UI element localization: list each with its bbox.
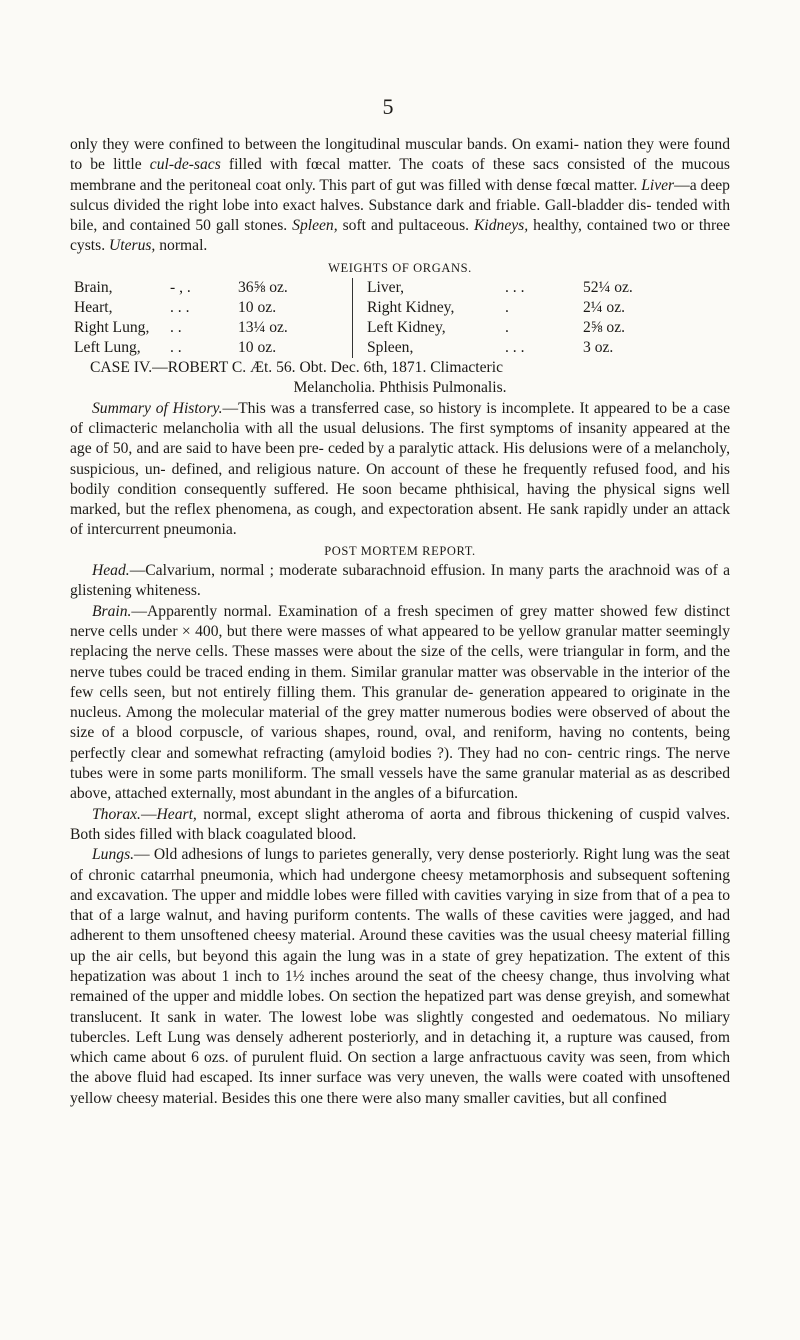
leader-dots: . bbox=[505, 319, 509, 337]
organ-weight: 2⅝ oz. bbox=[583, 319, 626, 337]
table-row bbox=[70, 278, 730, 298]
page-number: 5 bbox=[382, 94, 394, 119]
leader-dots: . . bbox=[170, 319, 182, 337]
organ-weight: 36⅝ oz. bbox=[234, 278, 353, 298]
section-lead: Summary of History. bbox=[92, 399, 223, 417]
text-run: healthy, contained two or three cysts. bbox=[70, 217, 730, 255]
table-row bbox=[70, 298, 730, 318]
text-run: normal, except slight atheroma of aorta and fibrous thickening of cuspid valves. Both sides filled with black coagulated blood. bbox=[70, 805, 730, 843]
text-run: normal. bbox=[155, 237, 208, 255]
text-run: —Apparently normal. Examination of a fresh specimen of grey matter showed few distinct nerve cells under × 400, but there were masses of what appeared to be yellow granular matter seemingly replacing the nerve cells. These masses were about the size of the cells, were triangular in form, and the nerve tubes could be traced ending in them. Similar granular matter was observable in the interior of the few cells seen, but not entirely filling them. This granular de- generation appeared to originate in the nucleus. Among the molecular material of the grey matter numerous bodies were observed of about the size of a blood corpuscle, of various shapes, round, oval, and reniform, having no contents, being perfectly clear and somewhat refracting (amyloid bodies ?). They had no con- centric rings. The nerve tubes were in some parts moniliform. The small vessels have the same granular material as as described above, attached externally, most abundant in the angles of a bifurcation. bbox=[70, 602, 730, 803]
italic-term: Heart, bbox=[156, 805, 197, 823]
paragraph-intestine-organs bbox=[70, 135, 730, 257]
paragraph-head bbox=[70, 561, 730, 602]
weights-heading: WEIGHTS OF ORGANS. bbox=[328, 260, 472, 275]
organ-weight: 10 oz. bbox=[234, 298, 353, 318]
organ-name: Left Lung, bbox=[74, 339, 141, 357]
paragraph-summary bbox=[70, 399, 730, 541]
section-lead: Thorax. bbox=[92, 805, 141, 823]
organ-name: Spleen, bbox=[367, 339, 414, 357]
italic-term: Spleen, bbox=[292, 217, 338, 235]
organ-weight: 3 oz. bbox=[583, 339, 614, 357]
leader-dots: . bbox=[505, 299, 509, 317]
italic-term: Uterus, bbox=[108, 237, 156, 255]
text-run: —This was a transferred case, so history is incomplete. It appeared to be a case of climacteric melancholia with all the usual delusions. The first symptoms of insanity appeared at the age of 50, and are said to have been pre- ceded by a paralytic attack. His delusions were of a melancholy, suspicious, un- defined, and religious nature. On account of these he frequently refused food, and his bodily condition consequently suffered. He soon became phthisical, having the physical signs well marked, but the reflex phenomena, as cough, and expectoration absent. He sank rapidly under an attack of intercurrent pneumonia. bbox=[70, 399, 730, 539]
organ-name: Heart, bbox=[74, 299, 113, 317]
text-run: only they were confined to between the longitudinal muscular bands. On exami- nation they were found to be little bbox=[70, 136, 730, 174]
leader-dots: - , . bbox=[170, 279, 191, 297]
leader-dots: . . . bbox=[170, 299, 190, 317]
text-run: filled with fœcal matter. The coats of these sacs consisted of the mucous membrane and the peritoneal coat only. This part of gut was filled with dense fœcal matter. bbox=[70, 156, 730, 194]
italic-term: Liver bbox=[641, 176, 675, 194]
italic-term: Kidneys, bbox=[474, 217, 529, 235]
section-lead: Brain. bbox=[92, 602, 132, 620]
organ-name: Brain, bbox=[74, 279, 113, 297]
text-run: —a deep sulcus divided the right lobe into exact halves. Substance dark and friable. Gall-bladder dis- tended with bile, and contained 50 gall stones. bbox=[70, 176, 730, 235]
organ-weight: 52¼ oz. bbox=[583, 279, 633, 297]
post-mortem-heading: POST MORTEM REPORT. bbox=[324, 543, 476, 558]
table-row bbox=[70, 338, 730, 358]
leader-dots: . . . bbox=[505, 339, 525, 357]
case-subheading: Melancholia. Phthisis Pulmonalis. bbox=[293, 379, 507, 397]
leader-dots: . . . bbox=[505, 279, 525, 297]
text-run: —Calvarium, normal ; moderate subarachnoid effusion. In many parts the arachnoid was of a glistening whiteness. bbox=[70, 562, 730, 600]
weights-table bbox=[70, 278, 730, 358]
section-lead: Lungs. bbox=[92, 846, 135, 864]
organ-weight: 10 oz. bbox=[234, 338, 353, 358]
organ-name: Right Kidney, bbox=[367, 299, 455, 317]
paragraph-brain bbox=[70, 602, 730, 805]
case-heading: CASE IV.—ROBERT C. Æt. 56. Obt. Dec. 6th, 1871. Climacteric bbox=[90, 359, 504, 377]
table-row bbox=[70, 318, 730, 338]
organ-name: Liver, bbox=[367, 279, 405, 297]
text-run: — bbox=[140, 805, 157, 823]
text-run: soft and pultaceous. bbox=[337, 217, 475, 235]
text-run: — Old adhesions of lungs to parietes generally, very dense posteriorly. Right lung was the seat of chronic catarrhal pneumonia, which had undergone cheesy metamorphosis and subsequent softening and excavation. The upper and middle lobes were filled with cavities varying in size from that of a pea to that of a large walnut, and having puriform contents. The walls of these cavities were jagged, and had adherent to them unsoftened cheesy material. Around these cavities was the usual cheesy material filling up the air cells, but beyond this again the lung was in a state of grey hepatization. The extent of this hepatization was about 1 inch to 1½ inches around the seat of the cheesy change, thus involving what remained of the upper and middle lobes. On section the hepatized part was dense greyish, and somewhat translucent. It sank in water. The lowest lobe was slightly congested and oedematous. No miliary tubercles. Left Lung was densely adherent posteriorly, and in detaching it, a rupture was caused, from which came about 6 ozs. of purulent fluid. On section a large anfractuous cavity was seen, from which the above fluid had escaped. Its inner surface was very uneven, the walls were coated with unsoftened yellow cheesy material. Besides this one there were also many smaller cavities, but all confined bbox=[70, 846, 730, 1107]
organ-name: Right Lung, bbox=[74, 319, 150, 337]
paragraph-lungs bbox=[70, 845, 730, 1109]
leader-dots: . . bbox=[170, 339, 182, 357]
organ-name: Left Kidney, bbox=[367, 319, 446, 337]
organ-weight: 2¼ oz. bbox=[583, 299, 626, 317]
body-text bbox=[70, 135, 730, 1109]
paragraph-thorax bbox=[70, 805, 730, 846]
italic-term: cul-de-sacs bbox=[149, 156, 221, 174]
organ-weight: 13¼ oz. bbox=[234, 318, 353, 338]
section-lead: Head. bbox=[92, 562, 130, 580]
